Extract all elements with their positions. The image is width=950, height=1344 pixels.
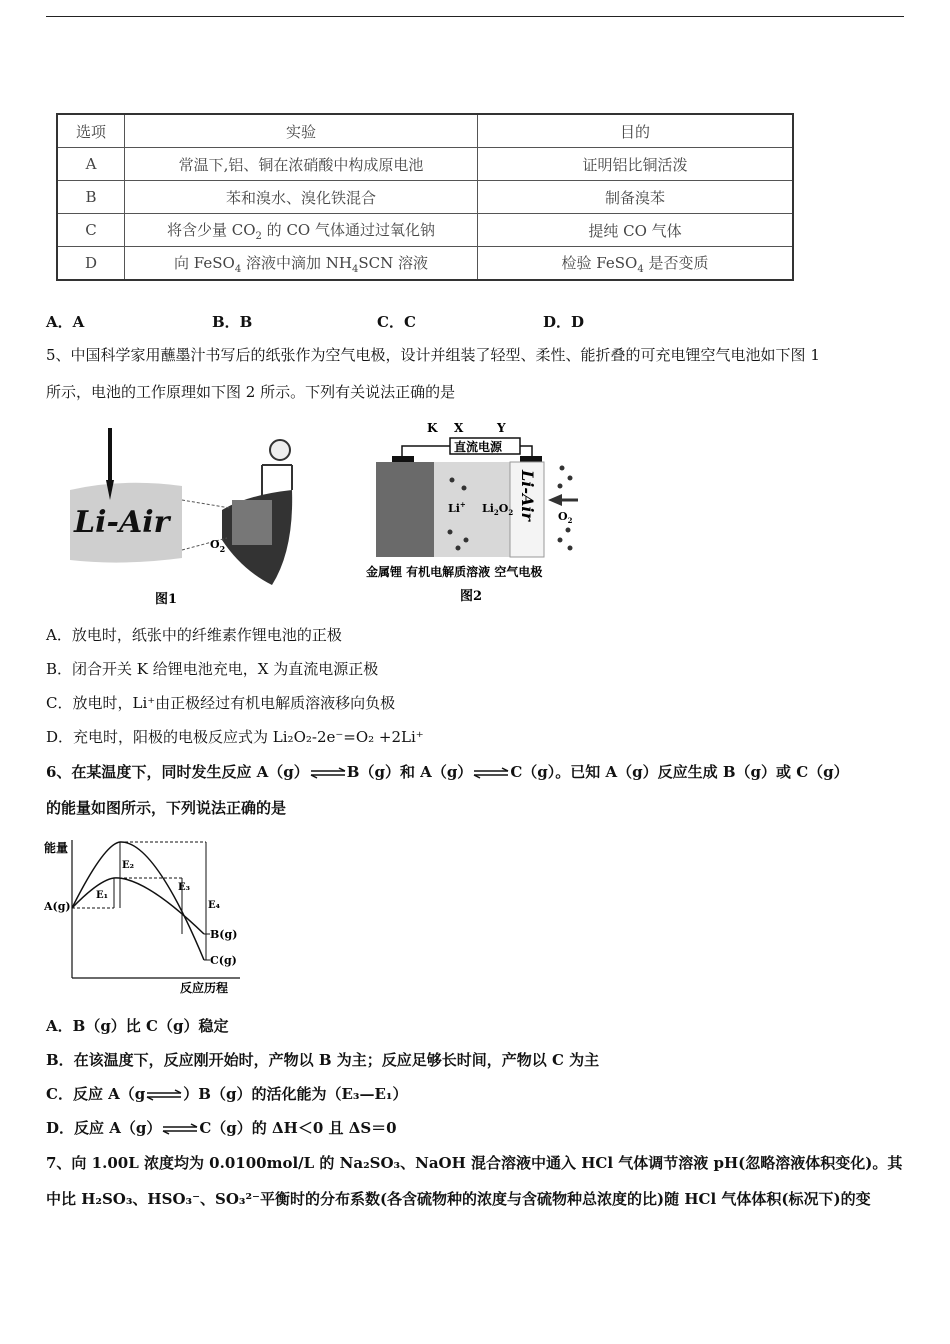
option-a[interactable]: A．A bbox=[46, 313, 85, 331]
e2-label: E₂ bbox=[122, 860, 135, 871]
option-c[interactable]: C．C bbox=[377, 313, 416, 331]
e1-label: E₁ bbox=[96, 890, 109, 901]
table-row bbox=[57, 181, 793, 214]
table-cell: D bbox=[57, 247, 125, 281]
x-axis-label: 反应历程 bbox=[180, 981, 229, 995]
terminal bbox=[520, 456, 542, 462]
table-row bbox=[57, 247, 793, 281]
q7-stem-line2: 中比 H₂SO₃、HSO₃⁻、SO₃²⁻平衡时的分布系数(各含硫物种的浓度与含硫物种总浓度的比)随 HCl 气体体积(标况下)的变 bbox=[46, 1190, 871, 1208]
x-label: X bbox=[454, 421, 464, 435]
table-cell: 提纯 CO 气体 bbox=[478, 214, 794, 247]
q5-stem-line2: 所示，电池的工作原理如下图 2 所示。下列有关说法正确的是 bbox=[46, 383, 456, 401]
o2-label: $O_2$ bbox=[558, 510, 573, 525]
component-labels: 金属锂 有机电解质溶液 空气电极 bbox=[366, 565, 543, 579]
curve-c bbox=[72, 842, 204, 960]
oxygen-dot bbox=[566, 528, 571, 533]
oxygen-dot bbox=[568, 476, 573, 481]
table-cell: 常温下,铝、铜在浓硝酸中构成原电池 bbox=[125, 148, 478, 181]
q5-option-b[interactable]: B．闭合开关 K 给锂电池充电，X 为直流电源正极 bbox=[46, 660, 379, 678]
table-cell: 检验 FeSO$_4$ 是否变质 bbox=[478, 247, 794, 281]
table-cell: 将含少量 $CO_2$ 的 CO 气体通过过氧化钠 bbox=[125, 214, 478, 247]
q5-option-d[interactable]: D．充电时，阳极的电极反应式为 Li₂O₂-2e⁻=O₂ +2Li⁺ bbox=[46, 728, 424, 746]
e4-label: E₄ bbox=[208, 900, 221, 911]
q6-stem-line1: 6、在某温度下，同时发生反应 A（g） B（g）和 A（g） C（g）。已知 A（g）反应生成 B（g）或 C（g） bbox=[46, 763, 849, 781]
y-axis-label: 能量 bbox=[44, 841, 69, 855]
particle bbox=[456, 546, 461, 551]
a-label: A(g) bbox=[44, 900, 71, 913]
table-row bbox=[57, 148, 793, 181]
o2-label: $O_2$ bbox=[210, 538, 226, 554]
bulb-icon bbox=[270, 440, 290, 460]
figure-2 bbox=[362, 420, 592, 610]
experiment-table bbox=[56, 113, 794, 281]
particle bbox=[462, 486, 467, 491]
oxygen-dot bbox=[568, 546, 573, 551]
table-row bbox=[57, 214, 793, 247]
q5-option-c[interactable]: C．放电时，Li⁺由正极经过有机电解质溶液移向负极 bbox=[46, 694, 396, 712]
lithium-metal bbox=[376, 462, 434, 557]
particle bbox=[464, 538, 469, 543]
li2o2-label: $Li_2O_2$ bbox=[482, 502, 514, 517]
table-cell: B bbox=[57, 181, 125, 214]
table-cell: 证明铝比铜活泼 bbox=[478, 148, 794, 181]
li-air-text: Li-Air bbox=[74, 505, 170, 540]
top-rule bbox=[46, 16, 904, 17]
q7-stem-line1: 7、向 1.00L 浓度均为 0.0100mol/L 的 Na₂SO₃、NaOH 混合溶液中通入 HCl 气体调节溶液 pH(忽略溶液体积变化)。其 bbox=[46, 1154, 903, 1172]
q5-option-a[interactable]: A．放电时，纸张中的纤维素作锂电池的正极 bbox=[46, 626, 342, 644]
equilibrium-arrow-icon bbox=[145, 1089, 183, 1101]
switch-k-label: K bbox=[427, 421, 438, 435]
li-air-vertical-text: Li-Air bbox=[518, 470, 537, 521]
q6-stem-line2: 的能量如图所示，下列说法正确的是 bbox=[46, 799, 287, 817]
q6-option-c[interactable]: C．反应 A（g ）B（g）的活化能为（E₃—E₁） bbox=[46, 1085, 408, 1103]
arrow-left-icon bbox=[548, 494, 562, 506]
li-ion-label: Li+ bbox=[448, 500, 466, 515]
q6-option-d[interactable]: D．反应 A（g） C（g）的 ΔH＜0 且 ΔS＝0 bbox=[46, 1119, 397, 1137]
q6-option-b[interactable]: B．在该温度下，反应刚开始时，产物以 B 为主；反应足够长时间，产物以 C 为主 bbox=[46, 1051, 600, 1069]
equilibrium-arrow-icon bbox=[309, 767, 347, 779]
table-header-row bbox=[57, 114, 793, 148]
b-label: B(g) bbox=[210, 928, 238, 941]
table-cell: C bbox=[57, 214, 125, 247]
table-header: 选项 bbox=[57, 114, 125, 148]
table-header: 实验 bbox=[125, 114, 478, 148]
battery-cell bbox=[232, 500, 272, 545]
q6-option-a[interactable]: A．B（g）比 C（g）稳定 bbox=[46, 1017, 229, 1035]
oxygen-dot bbox=[560, 466, 565, 471]
e3-label: E₃ bbox=[178, 882, 191, 893]
terminal bbox=[392, 456, 414, 462]
figure-1 bbox=[62, 420, 312, 610]
particle bbox=[448, 530, 453, 535]
equilibrium-arrow-icon bbox=[472, 767, 510, 779]
c-label: C(g) bbox=[210, 954, 237, 967]
energy-diagram bbox=[44, 834, 244, 996]
table-cell: A bbox=[57, 148, 125, 181]
particle bbox=[450, 478, 455, 483]
q5-stem-line1: 5、中国科学家用蘸墨汁书写后的纸张作为空气电极，设计并组装了轻型、柔性、能折叠的可充电锂空气电池如下图 1 bbox=[46, 346, 820, 364]
figure-1-caption: 图1 bbox=[155, 592, 178, 607]
option-d[interactable]: D．D bbox=[543, 313, 585, 331]
table-header: 目的 bbox=[478, 114, 794, 148]
table-cell: 向 FeSO$_4$ 溶液中滴加 $NH_4SCN$ 溶液 bbox=[125, 247, 478, 281]
option-b[interactable]: B．B bbox=[212, 313, 253, 331]
oxygen-dot bbox=[558, 484, 563, 489]
zoom-line bbox=[182, 500, 230, 508]
table-cell: 制备溴苯 bbox=[478, 181, 794, 214]
equilibrium-arrow-icon bbox=[161, 1123, 199, 1135]
y-label: Y bbox=[497, 421, 506, 435]
oxygen-dot bbox=[558, 538, 563, 543]
table-cell: 苯和溴水、溴化铁混合 bbox=[125, 181, 478, 214]
figure-2-caption: 图2 bbox=[460, 589, 483, 604]
dc-power-label: 直流电源 bbox=[454, 440, 503, 454]
